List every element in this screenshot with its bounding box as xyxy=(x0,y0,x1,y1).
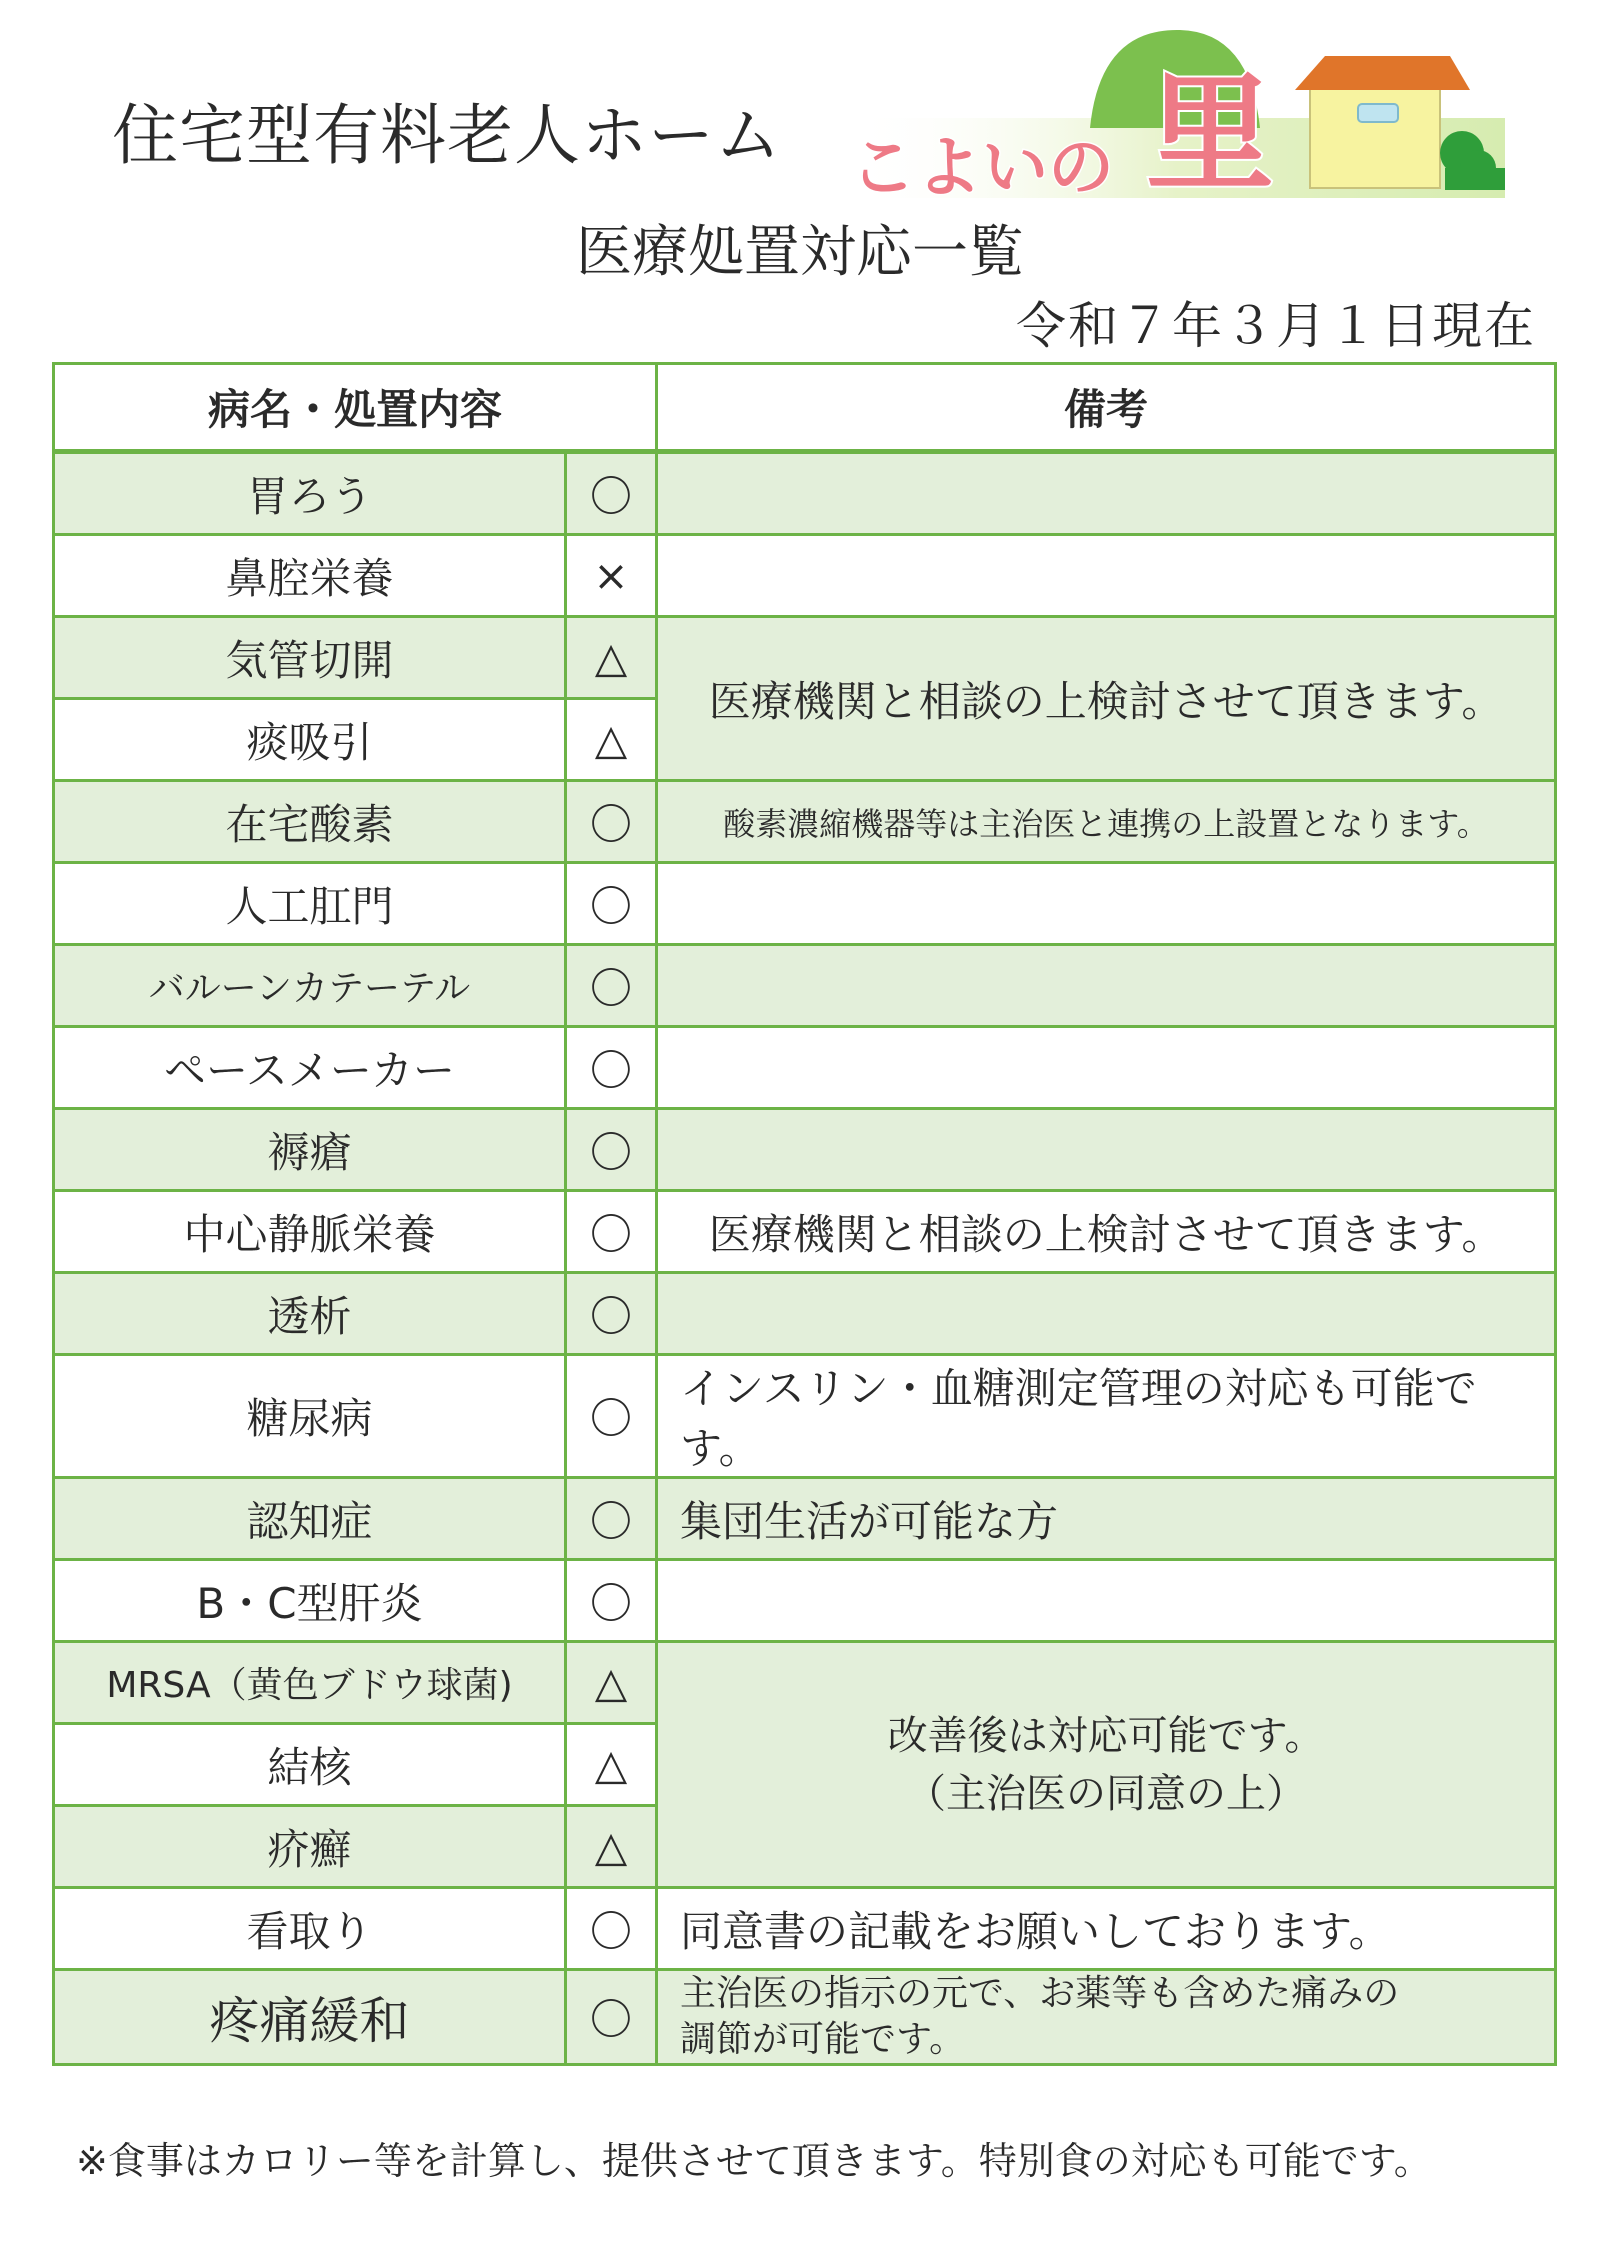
note-cell xyxy=(657,1027,1556,1109)
table-row xyxy=(54,1191,1556,1273)
table-header-row xyxy=(54,364,1556,452)
availability-mark: 〇 xyxy=(566,1888,657,1970)
condition-name: 人工肛門 xyxy=(54,863,566,945)
facility-logo xyxy=(850,18,1520,208)
column-header-notes: 備考 xyxy=(657,364,1556,452)
condition-name: 認知症 xyxy=(54,1478,566,1560)
condition-name: 透析 xyxy=(54,1273,566,1355)
table-row xyxy=(54,1888,1556,1970)
condition-name: 結核 xyxy=(54,1724,566,1806)
table-row xyxy=(54,1560,1556,1642)
note-cell: 集団生活が可能な方 xyxy=(657,1478,1556,1560)
note-cell: 酸素濃縮機器等は主治医と連携の上設置となります。 xyxy=(657,781,1556,863)
condition-name: 看取り xyxy=(54,1888,566,1970)
availability-mark: 〇 xyxy=(566,1027,657,1109)
note-line: 改善後は対応可能です。 xyxy=(887,1712,1325,1759)
as-of-date: 令和７年３月１日現在 xyxy=(1016,297,1536,355)
condition-name: 胃ろう xyxy=(54,452,566,535)
table-row xyxy=(54,1273,1556,1355)
note-cell-infection xyxy=(657,1642,1556,1888)
condition-name: 気管切開 xyxy=(54,617,566,699)
condition-name: ペースメーカー xyxy=(54,1027,566,1109)
availability-mark: △ xyxy=(566,699,657,781)
note-cell: 医療機関と相談の上検討させて頂きます。 xyxy=(657,1191,1556,1273)
condition-name: 在宅酸素 xyxy=(54,781,566,863)
table-row xyxy=(54,1642,1556,1724)
note-cell xyxy=(657,945,1556,1027)
availability-mark: 〇 xyxy=(566,1273,657,1355)
condition-name: B・C型肝炎 xyxy=(54,1560,566,1642)
availability-mark: △ xyxy=(566,1642,657,1724)
table-row xyxy=(54,1027,1556,1109)
note-cell: 同意書の記載をお願いしております。 xyxy=(657,1888,1556,1970)
availability-mark: 〇 xyxy=(566,1191,657,1273)
availability-mark: 〇 xyxy=(566,1109,657,1191)
note-line: 調節が可能です。 xyxy=(680,2019,966,2060)
condition-name: 糖尿病 xyxy=(54,1355,566,1478)
note-cell xyxy=(657,863,1556,945)
condition-name: 褥瘡 xyxy=(54,1109,566,1191)
condition-name: 中心静脈栄養 xyxy=(54,1191,566,1273)
table-row xyxy=(54,781,1556,863)
facility-name: 住宅型有料老人ホーム xyxy=(112,97,782,174)
table-row xyxy=(54,1109,1556,1191)
table-row xyxy=(54,945,1556,1027)
medical-treatment-table xyxy=(52,362,1557,2066)
table-row xyxy=(54,863,1556,945)
availability-mark: 〇 xyxy=(566,1970,657,2065)
footnote: ※食事はカロリー等を計算し、提供させて頂きます。特別食の対応も可能です。 xyxy=(76,2139,1432,2183)
availability-mark: 〇 xyxy=(566,1478,657,1560)
document-title: 医療処置対応一覧 xyxy=(576,220,1024,285)
note-cell xyxy=(657,452,1556,535)
logo-text: こよいの xyxy=(850,129,1114,206)
availability-mark: 〇 xyxy=(566,1560,657,1642)
condition-name: MRSA（黄色ブドウ球菌) xyxy=(54,1642,566,1724)
condition-name: 痰吸引 xyxy=(54,699,566,781)
availability-mark: 〇 xyxy=(566,863,657,945)
condition-name: 疥癬 xyxy=(54,1806,566,1888)
table-row xyxy=(54,535,1556,617)
availability-mark: 〇 xyxy=(566,945,657,1027)
condition-name: 疼痛緩和 xyxy=(54,1970,566,2065)
availability-mark: 〇 xyxy=(566,781,657,863)
logo-big-text: 里 xyxy=(1146,60,1275,208)
note-cell xyxy=(657,535,1556,617)
availability-mark: 〇 xyxy=(566,452,657,535)
availability-mark: × xyxy=(566,535,657,617)
note-cell: 医療機関と相談の上検討させて頂きます。 xyxy=(657,617,1556,781)
table-row xyxy=(54,1970,1556,2065)
condition-name: 鼻腔栄養 xyxy=(54,535,566,617)
column-header-condition: 病名・処置内容 xyxy=(54,364,657,452)
note-cell xyxy=(657,1273,1556,1355)
note-cell-pain xyxy=(657,1970,1556,2065)
note-cell xyxy=(657,1109,1556,1191)
table-row xyxy=(54,1478,1556,1560)
table-row xyxy=(54,452,1556,535)
note-cell: インスリン・血糖測定管理の対応も可能です。 xyxy=(657,1355,1556,1478)
table-row xyxy=(54,1355,1556,1478)
availability-mark: 〇 xyxy=(566,1355,657,1478)
note-line: 主治医の指示の元で、お薬等も含めた痛みの xyxy=(680,1973,1400,2014)
note-line: （主治医の同意の上） xyxy=(906,1770,1307,1817)
availability-mark: △ xyxy=(566,1806,657,1888)
note-cell xyxy=(657,1560,1556,1642)
table-row xyxy=(54,617,1556,699)
availability-mark: △ xyxy=(566,617,657,699)
availability-mark: △ xyxy=(566,1724,657,1806)
condition-name: バルーンカテーテル xyxy=(54,945,566,1027)
